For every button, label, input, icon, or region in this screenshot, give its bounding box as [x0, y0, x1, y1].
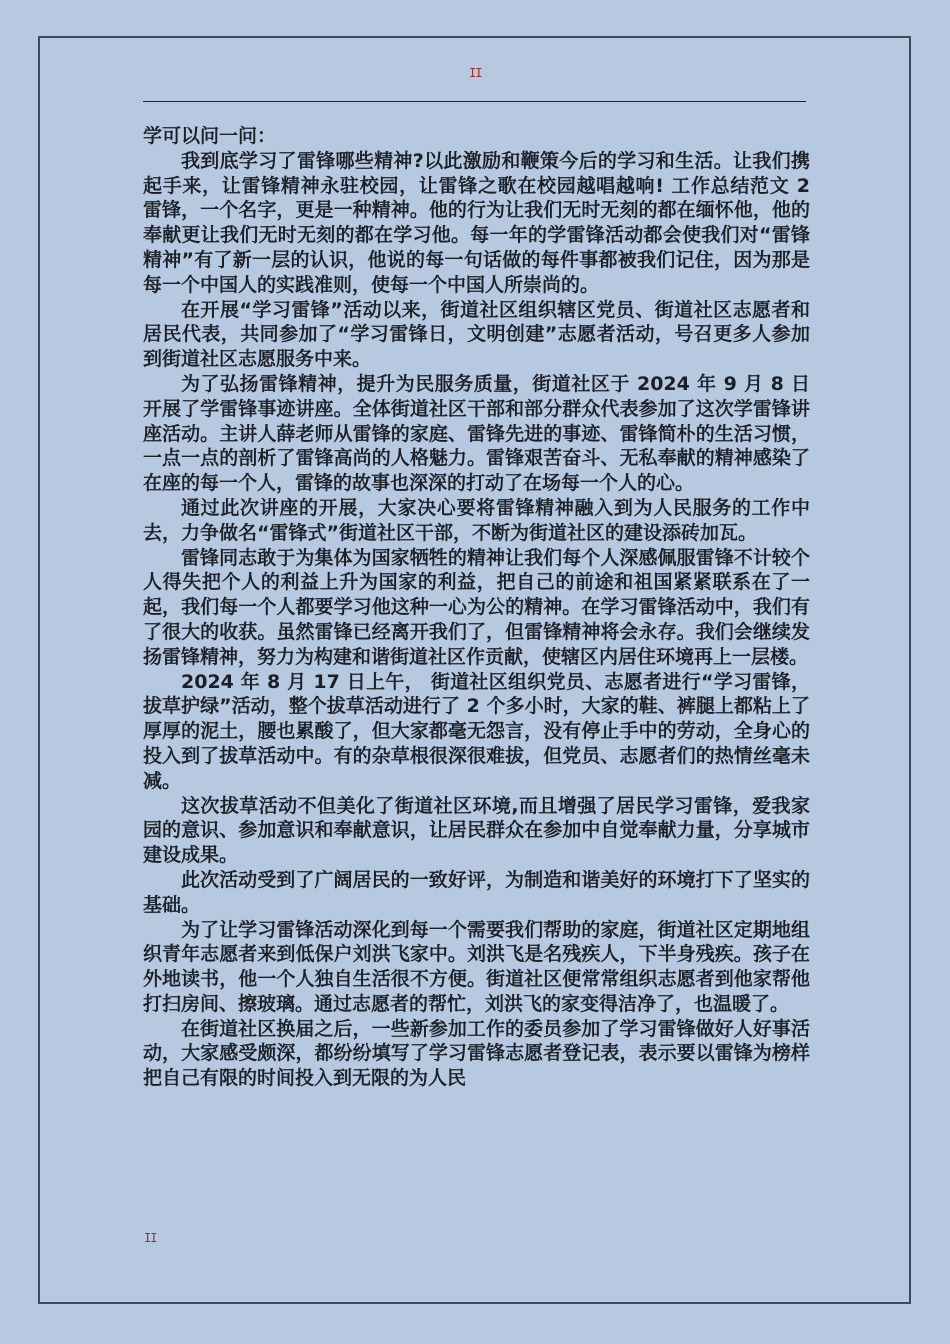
paragraph: 在开展“学习雷锋”活动以来，街道社区组织辖区党员、街道社区志愿者和居民代表，共同参加了“学习雷锋日，文明创建”志愿者活动，号召更多人参加到街道社区志愿服务中来。 [143, 298, 810, 371]
paragraph: 2024 年 8 月 17 日上午， 街道社区组织党员、志愿者进行“学习雷锋，拔草护绿”活动，整个拔草活动进行了 2 个多小时，大家的鞋、裤腿上都粘上了厚厚的泥土，腰也累酸了，但大家都毫无怨言，没有停止手中的劳动，全身心的投入到了拔草活动中。有的杂草根很深很难拔，但党员、志愿者们的热情丝毫未减。 [143, 670, 810, 792]
paragraph: 这次拔草活动不但美化了街道社区环境,而且增强了居民学习雷锋，爱我家园的意识、参加意识和奉献意识，让居民群众在参加中自觉奉献力量，分享城市建设成果。 [143, 794, 810, 867]
footer-mark: II [144, 1231, 157, 1245]
paragraph: 我到底学习了雷锋哪些精神?以此激励和鞭策今后的学习和生活。让我们携起手来，让雷锋精神永驻校园，让雷锋之歌在校园越唱越响! 工作总结范文 2 雷锋，一个名字，更是一种精神。他的行为让我们无时无刻的都在缅怀他，他的奉献更让我们无时无刻的都在学习他。每一年的学雷锋活动都会使我们对“雷锋精神”有了新一层的认识，他说的每一句话做的每件事都被我们记住，因为那是每一个中国人的实践准则，使每一个中国人所崇尚的。 [143, 149, 810, 296]
paragraph: 雷锋同志敢于为集体为国家牺牲的精神让我们每个人深感佩服雷锋不计较个人得失把个人的利益上升为国家的利益，把自己的前途和祖国紧紧联系在了一起，我们每一个人都要学习他这种一心为公的精神。在学习雷锋活动中，我们有了很大的收获。虽然雷锋已经离开我们了，但雷锋精神将会永存。我们会继续发扬雷锋精神，努力为构建和谐街道社区作贡献，使辖区内居住环境再上一层楼。 [143, 546, 810, 668]
paragraph: 为了让学习雷锋活动深化到每一个需要我们帮助的家庭，街道社区定期地组织青年志愿者来到低保户刘洪飞家中。刘洪飞是名残疾人，下半身残疾。孩子在外地读书，他一个人独自生活很不方便。街道社区便常常组织志愿者到他家帮他打扫房间、擦玻璃。通过志愿者的帮忙，刘洪飞的家变得洁净了，也温暖了。 [143, 918, 810, 1015]
document-body [143, 124, 810, 1091]
paragraph-continuation: 学可以问一问： [143, 125, 277, 147]
paragraph: 在街道社区换届之后，一些新参加工作的委员参加了学习雷锋做好人好事活动，大家感受颇深，都纷纷填写了学习雷锋志愿者登记表，表示要以雷锋为榜样把自己有限的时间投入到无限的为人民 [143, 1017, 810, 1090]
paragraph: 为了弘扬雷锋精神，提升为民服务质量，街道社区于 2024 年 9 月 8 日开展了学雷锋事迹讲座。全体街道社区干部和部分群众代表参加了这次学雷锋讲座活动。主讲人薛老师从雷锋的家庭、雷锋先进的事迹、雷锋简朴的生活习惯，一点一点的剖析了雷锋高尚的人格魅力。雷锋艰苦奋斗、无私奉献的精神感染了在座的每一个人，雷锋的故事也深深的打动了在场每一个人的心。 [143, 372, 810, 495]
paragraph: 通过此次讲座的开展，大家决心要将雷锋精神融入到为人民服务的工作中去，力争做名“雷锋式”街道社区干部，不断为街道社区的建设添砖加瓦。 [143, 496, 810, 544]
paragraph: 此次活动受到了广阔居民的一致好评，为制造和谐美好的环境打下了坚实的基础。 [143, 868, 810, 916]
header-divider [143, 101, 806, 102]
header-mark: II [469, 66, 482, 80]
